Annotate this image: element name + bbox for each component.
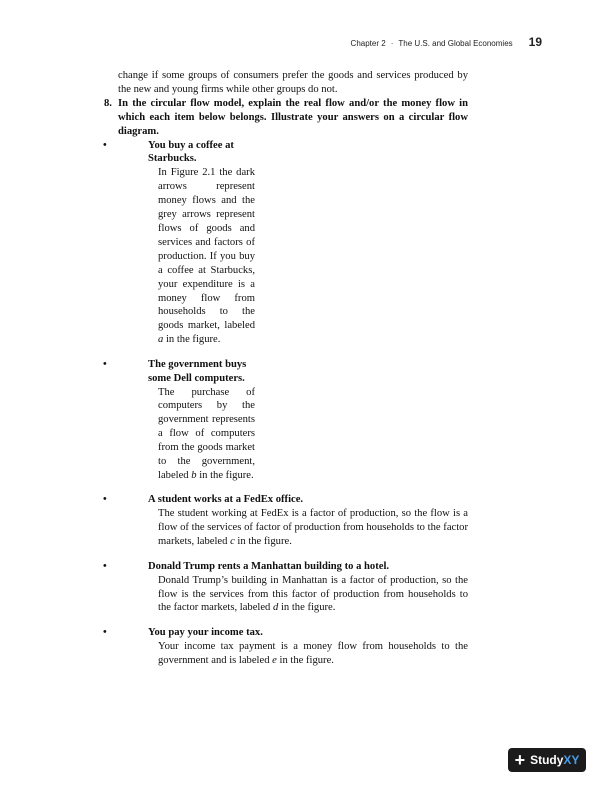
answer-text-end: in the figure. (234, 536, 292, 548)
answer-text-end: in the figure. (278, 602, 336, 614)
answer-text-end: in the figure. (163, 334, 221, 346)
answer-text-end: in the figure. (276, 654, 334, 666)
answer-text-end: in the figure. (196, 469, 254, 481)
question-number: 8. (104, 97, 112, 109)
item-heading-text: A student works at a FedEx office. (148, 494, 304, 506)
answer-text: The purchase of computers by the government represents a flow of computers from the goods market to the government, labeled (158, 386, 255, 481)
question-text: In the circular flow model, explain the real flow and/or the money flow in which each item below belongs. Illustrate your answers on a circular flow diagram. (118, 97, 468, 137)
bullet-icon: • (103, 358, 107, 370)
item-answer (158, 574, 468, 616)
chapter-label: Chapter 2 (350, 39, 386, 48)
studyxy-logo[interactable] (508, 748, 586, 772)
flow-label: a (158, 334, 164, 346)
item-heading-text: You pay your income tax. (148, 626, 263, 638)
bullet-icon: • (103, 560, 107, 572)
chapter-title: The U.S. and Global Economies (398, 39, 513, 48)
brand-name (530, 753, 579, 767)
plus-icon: + (514, 750, 526, 770)
flow-label: d (273, 602, 279, 614)
item-heading (103, 493, 468, 507)
item-heading-text: Donald Trump rents a Manhattan building to a hotel. (148, 560, 390, 572)
brand-name-accent: XY (563, 753, 580, 767)
flow-label: e (272, 654, 277, 666)
page-body (103, 69, 468, 678)
answer-text: In Figure 2.1 the dark arrows represent money flows and the grey arrows represent flows of goods and services and factors of production. If you buy a coffee at Starbucks, your expenditure is a money flow from households to the goods market, labeled (158, 167, 255, 332)
answer-text: The student working at FedEx is a factor of production, so the flow is a flow of the services of factor of production from households to the factor markets, labeled (158, 508, 468, 548)
bullet-icon: • (103, 139, 107, 151)
answer-text: Your income tax payment is a money flow from households to the government and is labeled (158, 640, 468, 666)
question-8 (104, 97, 468, 139)
item-answer (158, 386, 255, 483)
flow-label: c (230, 536, 235, 548)
running-header (351, 35, 542, 49)
brand-name-main: Study (530, 753, 564, 767)
item-heading (103, 139, 258, 167)
item-heading (103, 358, 258, 386)
answer-text: Donald Trump’s building in Manhattan is a factor of production, so the flow is the services from this factor of production from households to the factor markets, labeled (158, 574, 468, 614)
item-answer (158, 640, 468, 668)
item-heading-text: The government buys some Dell computers. (148, 358, 247, 384)
item-fedex (103, 493, 468, 549)
item-starbucks (103, 139, 468, 348)
item-income-tax (103, 626, 468, 668)
header-separator: · (390, 39, 394, 48)
page-number: 19 (528, 35, 542, 49)
bullet-icon: • (103, 494, 107, 506)
lead-paragraph: change if some groups of consumers prefer the goods and services produced by the new and young firms while other groups do not. (118, 70, 468, 95)
item-heading (103, 560, 468, 574)
bullet-icon: • (103, 626, 107, 638)
item-answer (158, 507, 468, 549)
item-government-dell (103, 358, 468, 483)
item-trump-building (103, 560, 468, 616)
flow-label: b (191, 469, 197, 481)
item-answer (158, 166, 255, 347)
item-heading-text: You buy a coffee at Starbucks. (148, 139, 234, 165)
item-heading (103, 626, 468, 640)
